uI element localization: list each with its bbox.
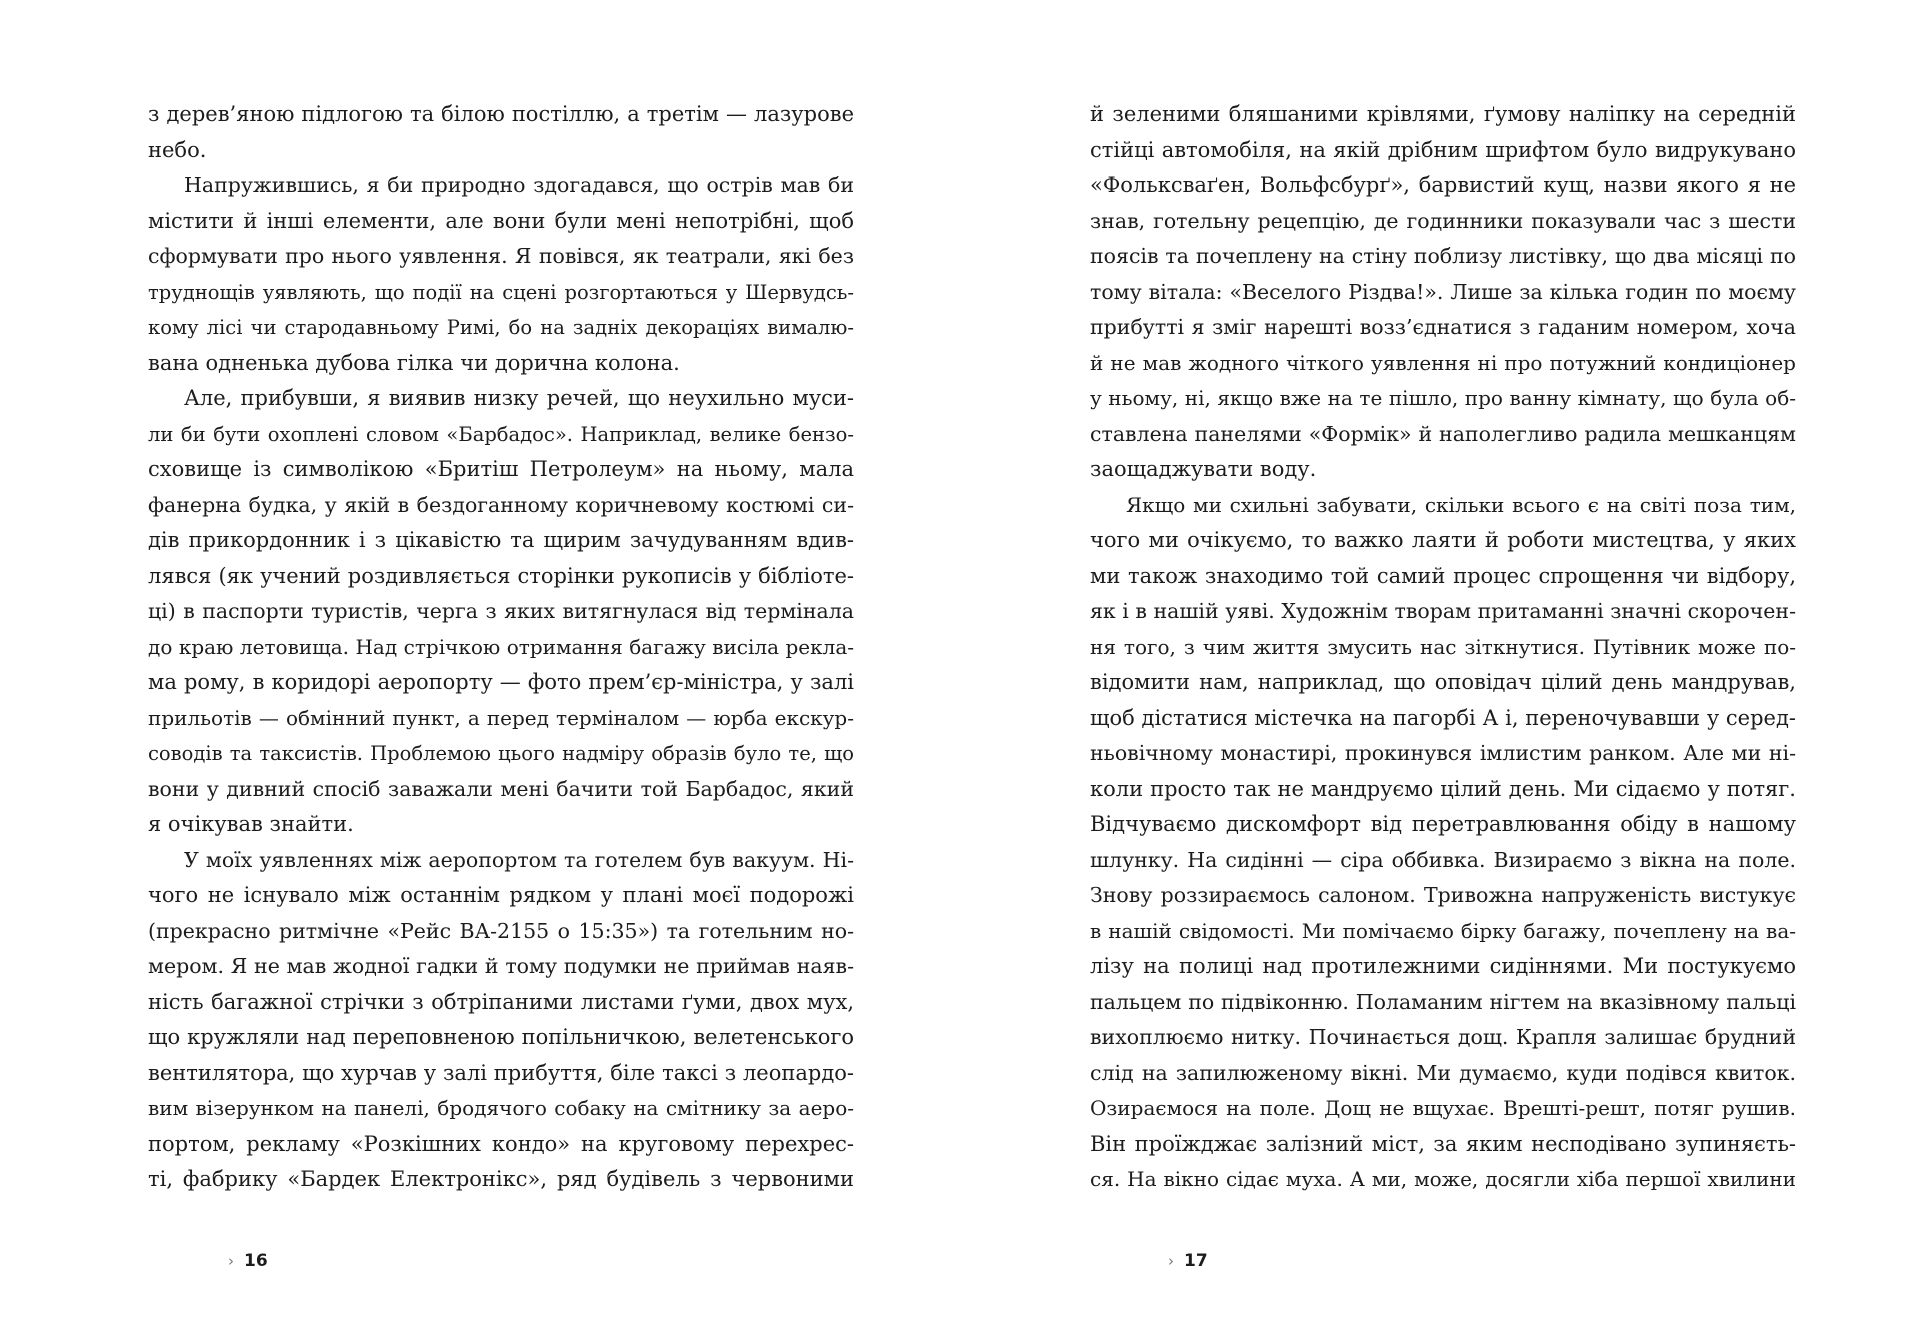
text-line: Якщо ми схильні забувати, скільки всього є на світі поза тим, — [1126, 492, 1796, 517]
right-page-number — [1168, 1249, 1208, 1273]
text-line: що кружляли над переповненою попільничкою, велетенського — [148, 1025, 854, 1049]
text-line: Він проїжджає залізний міст, за яким несподівано зупиняєть- — [1090, 1131, 1796, 1156]
text-line: я очікував знайти. — [148, 812, 354, 836]
text-line: знав, готельну рецепцію, де годинники показували час з шести — [1090, 208, 1796, 233]
text-line: Відчуваємо дискомфорт від перетравлювання обіду в нашому — [1090, 812, 1796, 836]
text-line: вентилятора, що хурчав у залі прибуття, біле таксі з леопардо- — [148, 1060, 854, 1085]
text-line: чого ми очікуємо, то важко лаяти й роботи мистецтва, у яких — [1090, 528, 1796, 552]
text-line: ті, фабрику «Бардек Електронікс», ряд будівель з червоними — [148, 1167, 854, 1191]
left-page-number — [228, 1249, 268, 1273]
text-line: з дерев’яною підлогою та білою постіллю, а третім — лазурове — [148, 102, 854, 126]
text-line: слід на запилюженому вікні. Ми думаємо, куди подівся квиток. — [1090, 1060, 1796, 1085]
text-line: вихоплюємо нитку. Починається дощ. Крапля залишає брудний — [1090, 1025, 1796, 1049]
page-number: 17 — [1184, 1251, 1208, 1271]
text-line: у ньому, ні, якщо вже на те пішло, про ванну кімнату, що була об- — [1090, 386, 1796, 410]
text-line: стійці автомобіля, на якій дрібним шрифтом було видрукувано — [1090, 137, 1796, 162]
text-line: поясів та почеплену на стіну поблизу листівку, що два місяці по — [1090, 244, 1796, 268]
text-line: кому лісі чи стародавньому Римі, бо на задніх декораціях вималю- — [148, 316, 854, 339]
text-line: сформувати про нього уявлення. Я повівся, як театрали, які без — [148, 244, 854, 268]
text-line: фанерна будка, у якій в бездоганному коричневому костюмі си- — [148, 492, 854, 517]
text-line: Але, прибувши, я виявив низку речей, що неухильно муси- — [184, 386, 854, 410]
text-line: вони у дивний спосіб заважали мені бачити той Барбадос, який — [148, 776, 854, 801]
text-line: сховище із символікою «Бритіш Петролеум» на ньому, мала — [148, 457, 854, 481]
text-line: вим візерунком на панелі, бродячого собаку на смітнику за аеро- — [148, 1096, 854, 1120]
text-line: й не мав жодного чіткого уявлення ні про потужний кондиціонер — [1090, 350, 1796, 375]
text-line: в нашій свідомості. Ми помічаємо бірку багажу, почеплену на ва- — [1090, 918, 1796, 943]
text-line: містити й інші елементи, але вони були мені непотрібні, щоб — [148, 208, 854, 233]
text-line: ність багажної стрічки з обтріпаними листами ґуми, двох мух, — [148, 989, 854, 1014]
text-line: ньовічному монастирі, прокинувся імлистим ранком. Але ми ні- — [1090, 741, 1796, 765]
text-line: й зеленими бляшаними крівлями, ґумову наліпку на середній — [1090, 102, 1796, 126]
text-line: щоб дістатися містечка на пагорбі А і, переночувавши у серед- — [1090, 705, 1796, 730]
text-line: ня того, з чим життя змусить нас зіткнутися. Путівник може по- — [1090, 634, 1796, 659]
folio-marker-icon: › — [1168, 1252, 1174, 1270]
text-line: ставлена панелями «Формік» й наполегливо радила мешканцям — [1090, 421, 1796, 446]
text-line: ся. На вікно сідає муха. А ми, може, досягли хіба першої хвилини — [1090, 1167, 1796, 1191]
text-line: портом, рекламу «Розкішних кондо» на круговому перехрес- — [148, 1131, 854, 1156]
text-line: вана одненька дубова гілка чи дорична колона. — [148, 350, 680, 375]
text-line: У моїх уявленнях між аеропортом та готелем був вакуум. Ні- — [184, 847, 854, 872]
text-line: коли просто так не мандруємо цілий день. Ми сідаємо у потяг. — [1090, 776, 1796, 801]
text-line: до краю летовища. Над стрічкою отримання багажу висіла рекла- — [148, 634, 854, 659]
text-line: тому вітала: «Веселого Різдва!». Лише за кілька годин по моєму — [1090, 279, 1796, 304]
text-line: ми також знаходимо той самий процес спрощення чи відбору, — [1090, 563, 1796, 588]
text-line: мером. Я не мав жодної гадки й тому подумки не приймав наяв- — [148, 954, 854, 978]
text-line: труднощів уявляють, що події на сцені розгортаються у Шервудсь- — [148, 280, 854, 304]
text-line: прибутті я зміг нарешті возз’єднатися з гаданим номером, хоча — [1090, 315, 1796, 339]
text-line: Напружившись, я би природно здогадався, що острів мав би — [184, 173, 854, 197]
text-line: дів прикордонник і з цікавістю та щирим зачудуванням вдив- — [148, 528, 854, 552]
text-line: лізу на полиці над протилежними сидіннями. Ми постукуємо — [1090, 954, 1796, 978]
text-line: (прекрасно ритмічне «Рейс ВА-2155 о 15:35») та готельним но- — [148, 918, 854, 943]
text-line: небо. — [148, 137, 207, 162]
left-page-body — [148, 97, 854, 1198]
text-line: ці) в паспорти туристів, черга з яких витягнулася від термінала — [148, 599, 854, 623]
text-line: чого не існувало між останнім рядком у плані моєї подорожі — [148, 883, 854, 907]
text-line: соводів та таксистів. Проблемою цього надміру образів було те, що — [148, 742, 854, 765]
right-page-body — [1090, 97, 1796, 1198]
folio-marker-icon: › — [228, 1252, 234, 1270]
text-line: пальцем по підвіконню. Поламаним нігтем на вказівному пальці — [1090, 989, 1796, 1014]
text-line: Озираємося на поле. Дощ не вщухає. Врешті-решт, потяг рушив. — [1090, 1096, 1796, 1120]
text-line: ма рому, в коридорі аеропорту — фото прем’єр-міністра, у залі — [148, 670, 854, 694]
page-number: 16 — [244, 1251, 268, 1271]
text-line: заощаджувати воду. — [1090, 457, 1317, 481]
text-line: шлунку. На сидінні — сіра оббивка. Визираємо з вікна на поле. — [1090, 847, 1796, 872]
text-line: ли би бути охоплені словом «Барбадос». Наприклад, велике бензо- — [148, 422, 854, 446]
text-line: Знову роззираємось салоном. Тривожна напруженість вистукує — [1090, 883, 1796, 907]
text-line: прильотів — обмінний пункт, а перед терміналом — юрба екскур- — [148, 705, 854, 730]
text-line: «Фольксваґен, Вольфсбурґ», барвистий кущ, назви якого я не — [1090, 173, 1796, 197]
text-line: лявся (як учений роздивляється сторінки рукописів у бібліоте- — [148, 563, 854, 588]
text-line: як і в нашій уяві. Художнім творам притаманні значні скорочен- — [1090, 599, 1796, 623]
text-line: відомити нам, наприклад, що оповідач цілий день мандрував, — [1090, 670, 1796, 694]
